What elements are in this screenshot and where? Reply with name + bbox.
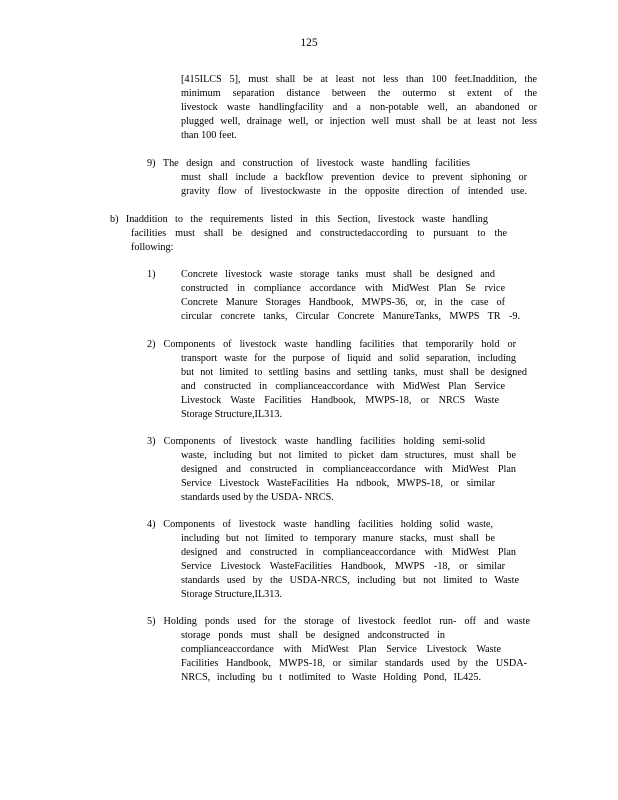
item-b2-paragraph (147, 338, 527, 421)
item-b3-line: waste, including but not limited to picket dam structures, must shall be (181, 449, 516, 461)
item-b2-line: transport waste for the purpose of liquid and solid separation, including (181, 352, 516, 364)
section-b-paragraph (110, 213, 510, 255)
item-b2-line: Storage Structure,IL313. (181, 408, 282, 420)
item-b3-paragraph (147, 435, 527, 505)
item-b5-line: complianceaccordance with MidWest Plan Service Livestock Waste (181, 643, 501, 655)
item-b1-line: Concrete Manure Storages Handbook, MWPS-36, or, in the case of (181, 296, 505, 308)
item-b4-line: Service Livestock WasteFacilities Handbook, MWPS -18, or similar (181, 560, 505, 572)
item-9-paragraph (147, 157, 527, 199)
item-b2-line: Livestock Waste Facilities Handbook, MWPS-18, or NRCS Waste (181, 394, 499, 406)
item-9-line: 9) The design and construction of livestock waste handling facilities (147, 158, 470, 169)
paragraph-line: than 100 feet. (181, 129, 237, 141)
paragraph-line: livestock waste handlingfacility and a non-potable well, an abandoned or (181, 101, 537, 113)
item-b1-line: Concrete livestock waste storage tanks must shall be designed and (181, 269, 495, 280)
item-b4-line: including but not limited to temporary manure stacks, must shall be (181, 532, 495, 544)
paragraph-line: plugged well, drainage well, or injection well must shall be at least not less (181, 115, 537, 127)
section-b-line: following: (131, 241, 174, 253)
item-b2-line: 2) Components of livestock waste handling facilities that temporarily hold or (147, 339, 516, 350)
item-b4-paragraph (147, 518, 527, 601)
item-b3-line: Service Livestock WasteFacilities Ha ndbook, MWPS-18, or similar (181, 477, 495, 489)
item-b5-line: 5) Holding ponds used for the storage of livestock feedlot run- off and waste (147, 616, 530, 627)
item-b5-line: storage ponds must shall be designed andconstructed in (181, 629, 445, 641)
top-continuation-paragraph (181, 73, 537, 143)
item-b1-line: constructed in compliance accordance with MidWest Plan Se rvice (181, 282, 505, 294)
item-b3-line: standards used by the USDA- NRCS. (181, 491, 334, 503)
page-number: 125 (300, 37, 318, 49)
item-9-line: gravity flow of livestockwaste in the opposite direction of intended use. (181, 185, 527, 197)
item-9-line: must shall include a backflow prevention device to prevent siphoning or (181, 171, 527, 183)
item-b4-line: standards used by the USDA-NRCS, including but not limited to Waste (181, 574, 519, 586)
item-b2-line: but not limited to settling basins and settling tanks, must shall be designed (181, 366, 527, 378)
item-b3-line: 3) Components of livestock waste handling facilities holding semi-solid (147, 436, 485, 447)
paragraph-line: [415ILCS 5], must shall be at least not less than 100 feet.Inaddition, the (181, 74, 537, 85)
item-b5-paragraph (147, 615, 532, 685)
item-b2-line: and constructed in complianceaccordance with MidWest Plan Service (181, 380, 505, 392)
item-b4-line: Storage Structure,IL313. (181, 588, 282, 600)
item-b5-line: Facilities Handbook, MWPS-18, or similar standards used by the USDA- (181, 657, 527, 669)
item-b5-line: NRCS, including bu t notlimited to Waste Holding Pond, IL425. (181, 671, 481, 683)
item-b1-paragraph (147, 268, 527, 324)
item-b1-line: circular concrete tanks, Circular Concrete ManureTanks, MWPS TR -9. (181, 310, 520, 322)
item-b3-line: designed and constructed in complianceaccordance with MidWest Plan (181, 463, 516, 475)
section-b-line: b) Inaddition to the requirements listed in this Section, livestock waste handling (110, 214, 488, 225)
item-b4-line: designed and constructed in complianceaccordance with MidWest Plan (181, 546, 516, 558)
item-b4-line: 4) Components of livestock waste handling facilities holding solid waste, (147, 519, 493, 530)
item-b1-label: 1) (147, 269, 156, 280)
paragraph-line: minimum separation distance between the outermo st extent of the (181, 87, 537, 99)
section-b-line: facilities must shall be designed and constructedaccording to pursuant to the (131, 227, 507, 239)
